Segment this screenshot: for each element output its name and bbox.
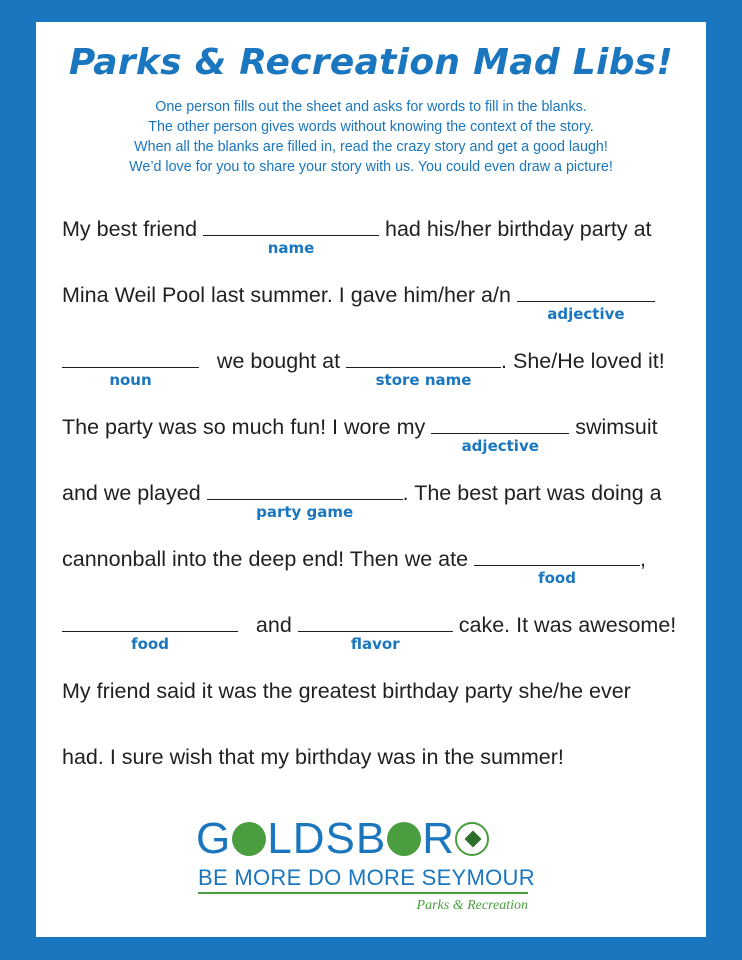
bicycle-icon xyxy=(232,822,266,856)
story-text: The party was so much fun! I wore my xyxy=(62,415,426,439)
story-text: cake. It was awesome! xyxy=(458,613,677,637)
story-text: had. I sure wish that my birthday was in the summer! xyxy=(62,745,564,769)
blank-hint: adjective xyxy=(547,305,625,323)
logo-letter: G xyxy=(196,814,232,863)
page-title: Parks & Recreation Mad Libs! xyxy=(68,42,674,83)
story-text: cannonball into the deep end! Then we ate xyxy=(62,547,469,571)
story-text: we bought at xyxy=(216,349,341,373)
balloon-icon xyxy=(387,822,421,856)
story-text: and xyxy=(255,613,292,637)
blank-field[interactable] xyxy=(62,349,199,389)
blank-field[interactable] xyxy=(207,481,403,521)
story-line xyxy=(62,745,564,770)
instruction-line: When all the blanks are filled in, read the crazy story and get a good laugh! xyxy=(134,139,608,155)
story-line xyxy=(62,547,647,587)
logo-letter: R xyxy=(422,814,455,863)
blank-hint: party game xyxy=(256,503,354,521)
logo-subtitle: Parks & Recreation xyxy=(416,898,528,913)
blank-field[interactable] xyxy=(346,349,501,389)
blank-hint: noun xyxy=(109,371,152,389)
story-text: My friend said it was the greatest birthday party she/he ever xyxy=(62,679,631,703)
blank-hint: store name xyxy=(375,371,472,389)
story-line xyxy=(62,217,652,257)
blank-field[interactable] xyxy=(298,613,453,653)
instruction-line: We’d love for you to share your story with us. You could even draw a picture! xyxy=(129,159,613,175)
instruction-line: One person fills out the sheet and asks for words to fill in the blanks. xyxy=(155,99,587,115)
story-text: , xyxy=(640,547,647,571)
blank-field[interactable] xyxy=(431,415,569,455)
story-line xyxy=(62,679,631,704)
blank-hint: flavor xyxy=(350,635,400,653)
goldsboro-logo xyxy=(196,814,536,924)
story-line xyxy=(62,349,665,389)
blank-field[interactable] xyxy=(203,217,379,257)
story-text: and we played xyxy=(62,481,201,505)
story-text: swimsuit xyxy=(575,415,658,439)
story-line xyxy=(62,283,655,323)
blank-hint: adjective xyxy=(461,437,539,455)
story-text: . The best part was doing a xyxy=(402,481,662,505)
story-text: . She/He loved it! xyxy=(501,349,665,373)
soccer-ball-icon xyxy=(455,822,489,856)
story-text: Mina Weil Pool last summer. I gave him/her a/n xyxy=(62,283,511,307)
blank-field[interactable] xyxy=(474,547,640,587)
blank-hint: name xyxy=(267,239,315,257)
logo-letters: LDSB xyxy=(267,814,387,863)
blank-field[interactable] xyxy=(62,613,238,653)
logo-tagline: BE MORE DO MORE SEYMOUR xyxy=(198,865,535,890)
story-text: had his/her birthday party at xyxy=(385,217,652,241)
story-line xyxy=(62,415,658,455)
logo-wordmark xyxy=(196,814,489,864)
blank-hint: food xyxy=(538,569,576,587)
blank-hint: food xyxy=(131,635,169,653)
instruction-line: The other person gives words without knowing the context of the story. xyxy=(148,119,594,135)
mad-libs-sheet xyxy=(36,22,706,937)
instructions xyxy=(36,97,706,177)
logo-divider xyxy=(198,892,528,894)
story-line xyxy=(62,481,662,521)
story-line xyxy=(62,613,677,653)
blank-field[interactable] xyxy=(517,283,655,323)
story-text: My best friend xyxy=(62,217,198,241)
